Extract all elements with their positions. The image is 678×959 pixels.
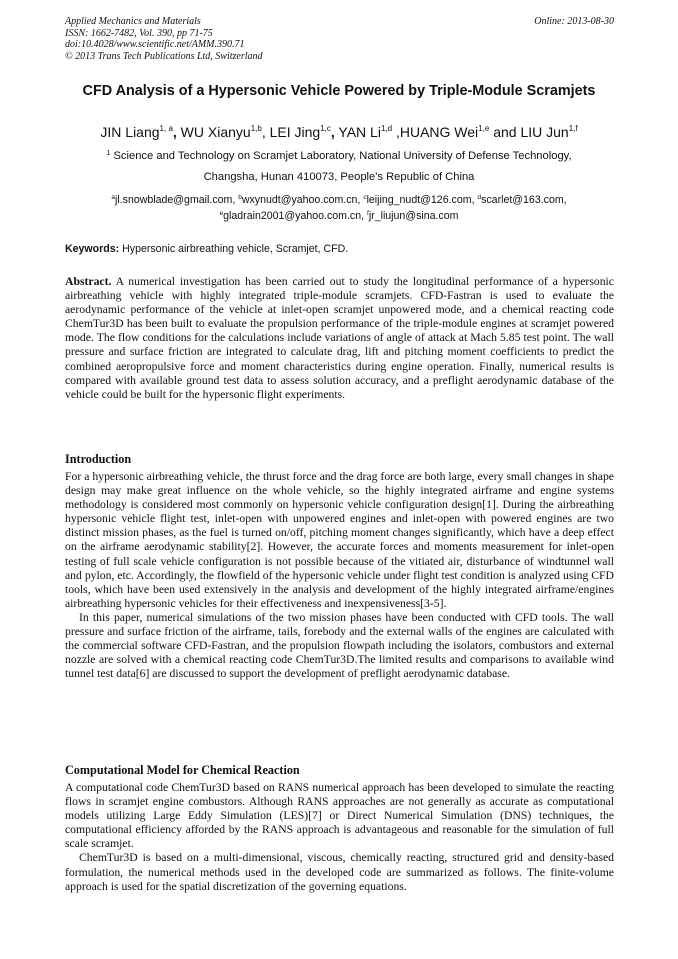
email-mark: e xyxy=(219,210,224,217)
paragraph: A computational code ChemTur3D based on RANS numerical approach has been developed to simulate the reacting flows in scramjet engine combustors. Although RANS approaches are not generally as accurate as computational models utilizing Large Eddy Simulation (LES)[7] or Direct Numerical Simulation (DNS) techniques, the computational efficiency afforded by the RANS approach is advantageous and reasonable for the simulation of full scale scramjet. xyxy=(65,781,614,851)
section-heading-computational-model: Computational Model for Chemical Reaction xyxy=(65,763,300,777)
email-mark: d xyxy=(477,194,482,201)
author-name: WU Xianyu xyxy=(180,124,251,140)
affiliation-line-2: Changsha, Hunan 410073, People's Republic of China xyxy=(203,171,475,183)
author-affiliation-mark: 1,b xyxy=(250,124,262,133)
email-address[interactable]: jl.snowblade@gmail.com xyxy=(115,194,233,206)
doi-line: doi:10.4028/www.scientific.net/AMM.390.71 xyxy=(65,39,245,51)
abstract-text: A numerical investigation has been carried out to study the longitudinal performance of a hypersonic airbreathing vehicle with highly integrated triple-module scramjets. CFD-Fastran is used to evaluate the aerodynamic performance of the vehicle at inlet-open scramjet unpowered mode, and a chemical reacting code ChemTur3D has been built to evaluate the propulsion performance of the triple-module engines at scramjet powered mode. The flow conditions for the calculations include variations of angle of attack at Mach 5.85 test point. The wall pressure and surface friction are integrated to calculate drag, lift and pitching moment coefficients to predict the combined aeropropulsive force and moment characteristics during engine operation. Finally, numerical results is compared with available ground test data to assess solution accuracy, and a preflight aerodynamic database of the vehicle could be built for the hypersonic flight experiments. xyxy=(65,275,614,401)
email-mark: b xyxy=(238,194,242,201)
email-mark: c xyxy=(363,194,367,201)
author-name: LEI Jing xyxy=(269,124,321,140)
author-name: LIU Jun xyxy=(520,124,569,140)
author-name: JIN Liang xyxy=(100,124,160,140)
email-mark: f xyxy=(367,210,369,217)
email-address[interactable]: jr_liujun@sina.com xyxy=(368,210,459,222)
author-separator-and: and xyxy=(493,124,517,140)
email-address[interactable]: gladrain2001@yahoo.com.cn xyxy=(223,210,362,222)
keywords-text: Hypersonic airbreathing vehicle, Scramjet, CFD. xyxy=(122,243,349,255)
paragraph: ChemTur3D is based on a multi-dimensional, viscous, chemically reacting, structured grid and density-based formulation, the numerical methods used in the developed code are summarized as follows. The finite-volume approach is used for the spatial discretization of the governing equations. xyxy=(65,851,614,893)
issn-line: ISSN: 1662-7482, Vol. 390, pp 71-75 xyxy=(65,27,213,39)
email-mark: a xyxy=(111,194,115,201)
abstract-label: Abstract. xyxy=(65,275,112,288)
author-affiliation-mark: 1,d xyxy=(380,124,393,133)
paragraph: For a hypersonic airbreathing vehicle, the thrust force and the drag force are both large, every small changes in shape design may make great influence on the whole vehicle, so the highly integrated airframe and engine systems methodology is considered most commonly on hypersonic vehicle configuration design[1]. During the airbreathing hypersonic vehicle flight test, inlet-open with unpowered engines and inlet-open with powered engines are two distinct mission phases, as the fuel is turned on/off, pitching moment changes significantly, which have a deep effect on the airframe aerodynamic stability[2]. However, the accurate forces and moments measurement for inlet-open testing of full scale vehicle configuration is not possible because of the vitiated air, disturbance of windtunnel wall and pylon, etc. Accordingly, the flowfield of the hypersonic vehicle under flight test condition is analyzed using CFD tools, which have been used extensively in the analysis and development of the highly integrated airframe/engines airbreathing hypersonic vehicles for their effectiveness and inexpensiveness[3-5]. xyxy=(65,470,614,610)
affiliation-mark: 1 xyxy=(106,150,111,157)
author-affiliation-mark: 1,c xyxy=(320,124,331,133)
section-heading-introduction: Introduction xyxy=(65,452,132,466)
paragraph: In this paper, numerical simulations of the two mission phases have been conducted with CFD tools. The wall pressure and surface friction of the airframe, tails, forebody and the external walls of the engines are calculated with the commercial software CFD-Fastran, and the propulsion flowpath including the isolators, combustors and external nozzle are solved with a chemical reacting code ChemTur3D.The limited results and comparisons to available wind tunnel test data[6] are discussed to support the development of preflight aerodynamic database. xyxy=(65,610,614,681)
email-address[interactable]: scarlet@163.com xyxy=(481,194,564,206)
author-separator: , xyxy=(172,124,177,140)
online-date: Online: 2013-08-30 xyxy=(534,16,614,27)
journal-name: Applied Mechanics and Materials xyxy=(65,16,201,27)
author-affiliation-mark: 1, a xyxy=(159,124,173,133)
author-name: YAN Li xyxy=(338,124,381,140)
abstract xyxy=(65,275,614,402)
introduction-body xyxy=(65,470,614,681)
author-affiliation-mark: 1,e xyxy=(478,124,490,133)
computational-model-body xyxy=(65,781,614,894)
author-affiliation-mark: 1,f xyxy=(568,124,578,133)
affiliation-line-1 xyxy=(40,150,638,162)
keywords xyxy=(65,243,615,256)
author-separator: , xyxy=(261,124,266,140)
author-list xyxy=(40,120,638,141)
journal-header xyxy=(65,16,263,62)
author-separator: , xyxy=(395,124,400,140)
email-address[interactable]: wxynudt@yahoo.com.cn xyxy=(241,194,358,206)
email-list: $^a$jl.snowblade@gmail.com, $^b$wxynudt@yahoo.com.cn, $^c$leijing_nudt@126.com, $^d$scarlet@163.com, $^e$gladrain2001@yahoo.com.cn, $^f$jr_liujun@sina.com xyxy=(111,194,567,222)
author-separator: , xyxy=(330,124,335,140)
email-address[interactable]: leijing_nudt@126.com xyxy=(366,194,472,206)
author-name: HUANG Wei xyxy=(399,124,479,140)
affiliation-text: Science and Technology on Scramjet Laboratory, National University of Defense Technology, xyxy=(113,150,572,162)
copyright-line: © 2013 Trans Tech Publications Ltd, Switzerland xyxy=(65,50,263,62)
keywords-label: Keywords: xyxy=(65,243,120,255)
paper-title: CFD Analysis of a Hypersonic Vehicle Powered by Triple-Module Scramjets xyxy=(82,83,596,99)
